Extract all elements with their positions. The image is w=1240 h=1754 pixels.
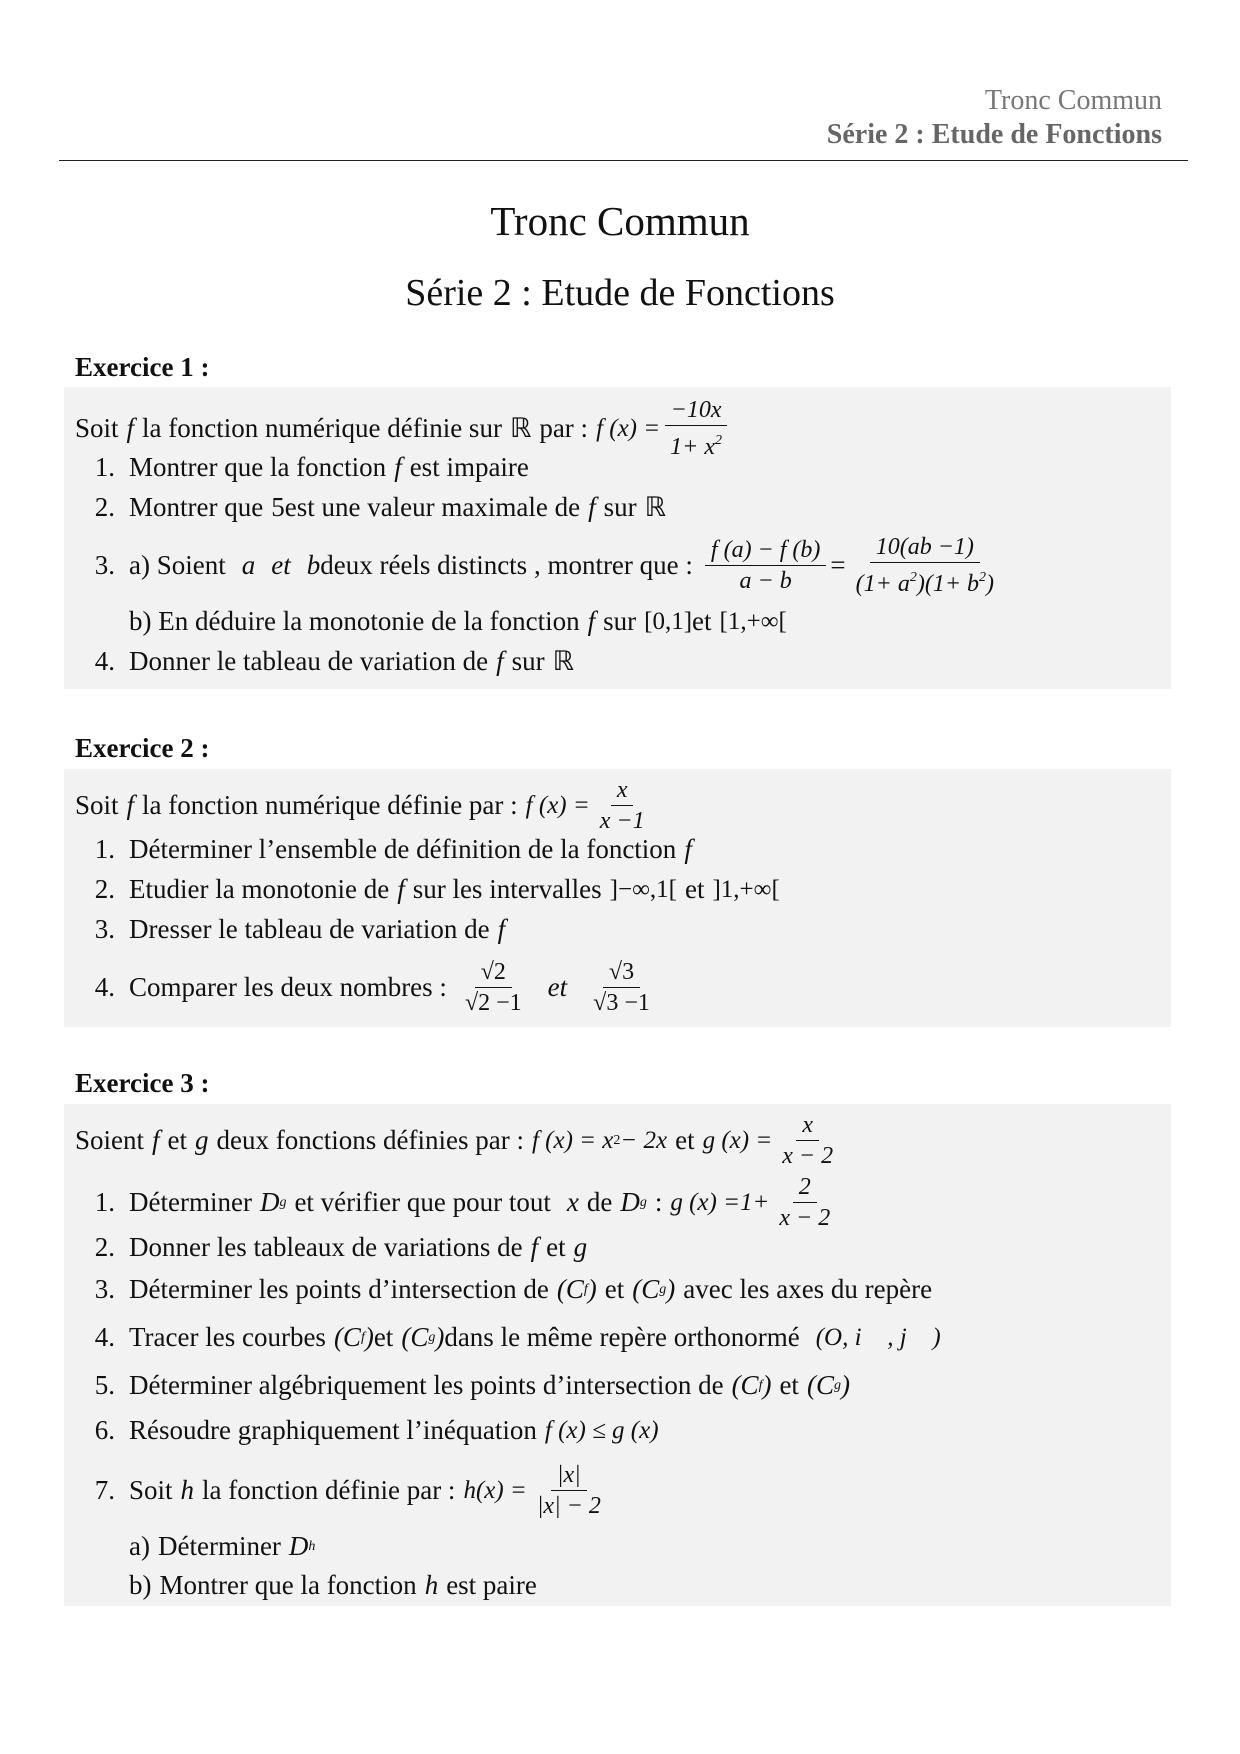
list-item: 5. Déterminer algébriquement les points d’intersection de (C f ) et (C g ) (94, 1370, 850, 1400)
list-item: 3. Dresser le tableau de variation de f (94, 914, 506, 944)
fraction: $\frac{x}{x -1}$ (599, 777, 645, 834)
list-item: 2. Montrer que 5 est une valeur maximale de f sur ℝ (94, 492, 667, 522)
exercise-3-heading: Exercice 3 : (75, 1068, 210, 1098)
exercise-3-box (64, 1104, 1171, 1606)
list-item: b) Montrer que la fonction h est paire (129, 1570, 537, 1600)
fraction: $\frac{|x|}{|x| - 2}$ (536, 1462, 601, 1519)
list-item: 3. Déterminer les points d’intersection de (C f ) et (C g ) avec les axes du repère (94, 1274, 933, 1304)
list-item: 7. Soit h la fonction définie par : h(x) = $\frac{|x|}{|x| - 2}$ (75, 1460, 611, 1521)
page-title: Tronc Commun (490, 198, 750, 244)
page-header (827, 84, 1162, 152)
exercise-2-box (64, 769, 1171, 1027)
fraction: $\frac{2}{x - 2}$ (779, 1174, 831, 1231)
header-line-2: Série 2 : Etude de Fonctions (826, 119, 1162, 150)
exercise-3-intro: Soient f et g deux fonctions définies par : f (x) = x 2 − 2x et g (x) = $\frac{x}{x - 2}$ (75, 1110, 843, 1171)
header-line-1: Tronc Commun (984, 85, 1162, 116)
list-item: 1. Montrer que la fonction f est impaire (94, 452, 529, 482)
exercise-1-intro: Soit f la fonction numérique définie sur ℝ par : f (x) = $\frac{-10x}{1+ x^2}$ (75, 395, 732, 462)
fraction: $\frac{10(ab -1)}{(1+ a^2)(1+ b^2)}$ (855, 534, 995, 597)
list-item: 3. a) Soient a et b deux réels distincts , montrer que : $\frac{f (a) - f (b)}{a - b}$ = $\frac{10(ab -1)}{(1+ a^2)(1+ b^2)}$ (75, 532, 1004, 599)
list-item: 2. Donner les tableaux de variations de f et g (94, 1232, 588, 1262)
list-item: 2. Etudier la monotonie de f sur les intervalles ]−∞,1[ et ]1,+∞[ (94, 874, 780, 904)
list-item: 1. Déterminer l’ensemble de définition de la fonction f (94, 834, 692, 864)
exercise-1-heading: Exercice 1 : (75, 352, 210, 382)
list-item: 4. Comparer les deux nombres : $\frac{√2}{√2 -1}$ et $\frac{√3}{√3 -1}$ (75, 957, 660, 1018)
list-item: a) Déterminer D h (129, 1531, 316, 1561)
list-item: 4. Donner le tableau de variation de f sur ℝ (94, 646, 575, 676)
fraction: $\frac{-10x}{1+ x^2}$ (664, 395, 728, 462)
fraction: $\frac{f (a) - f (b)}{a - b}$ (705, 535, 827, 596)
list-item: 6. Résoudre graphiquement l’inéquation f (x) ≤ g (x) (94, 1415, 659, 1445)
exercise-2-heading: Exercice 2 : (75, 733, 210, 763)
exercise-2-intro: Soit f la fonction numérique définie par : f (x) = $\frac{x}{x -1}$ (75, 775, 655, 836)
exercise-1-box (64, 387, 1171, 689)
list-item: 1. Déterminer D g et vérifier que pour tout x de D g : g (x) =1+ $\frac{2}{x - 2}$ (75, 1172, 840, 1233)
header-rule (59, 160, 1188, 161)
page-subtitle: Série 2 : Etude de Fonctions (405, 272, 835, 314)
fraction: $\frac{√2}{√2 -1}$ (464, 959, 522, 1016)
list-item: b) En déduire la monotonie de la fonction f sur [0,1] et [1,+∞[ (129, 606, 787, 636)
fraction: $\frac{√3}{√3 -1}$ (593, 959, 650, 1016)
list-item: 4. Tracer les courbes (C f ) et (C g ) dans le même repère orthonormé (O, i⃗ , j⃗ ) (94, 1322, 941, 1352)
fraction: $\frac{x}{x - 2}$ (782, 1112, 834, 1169)
